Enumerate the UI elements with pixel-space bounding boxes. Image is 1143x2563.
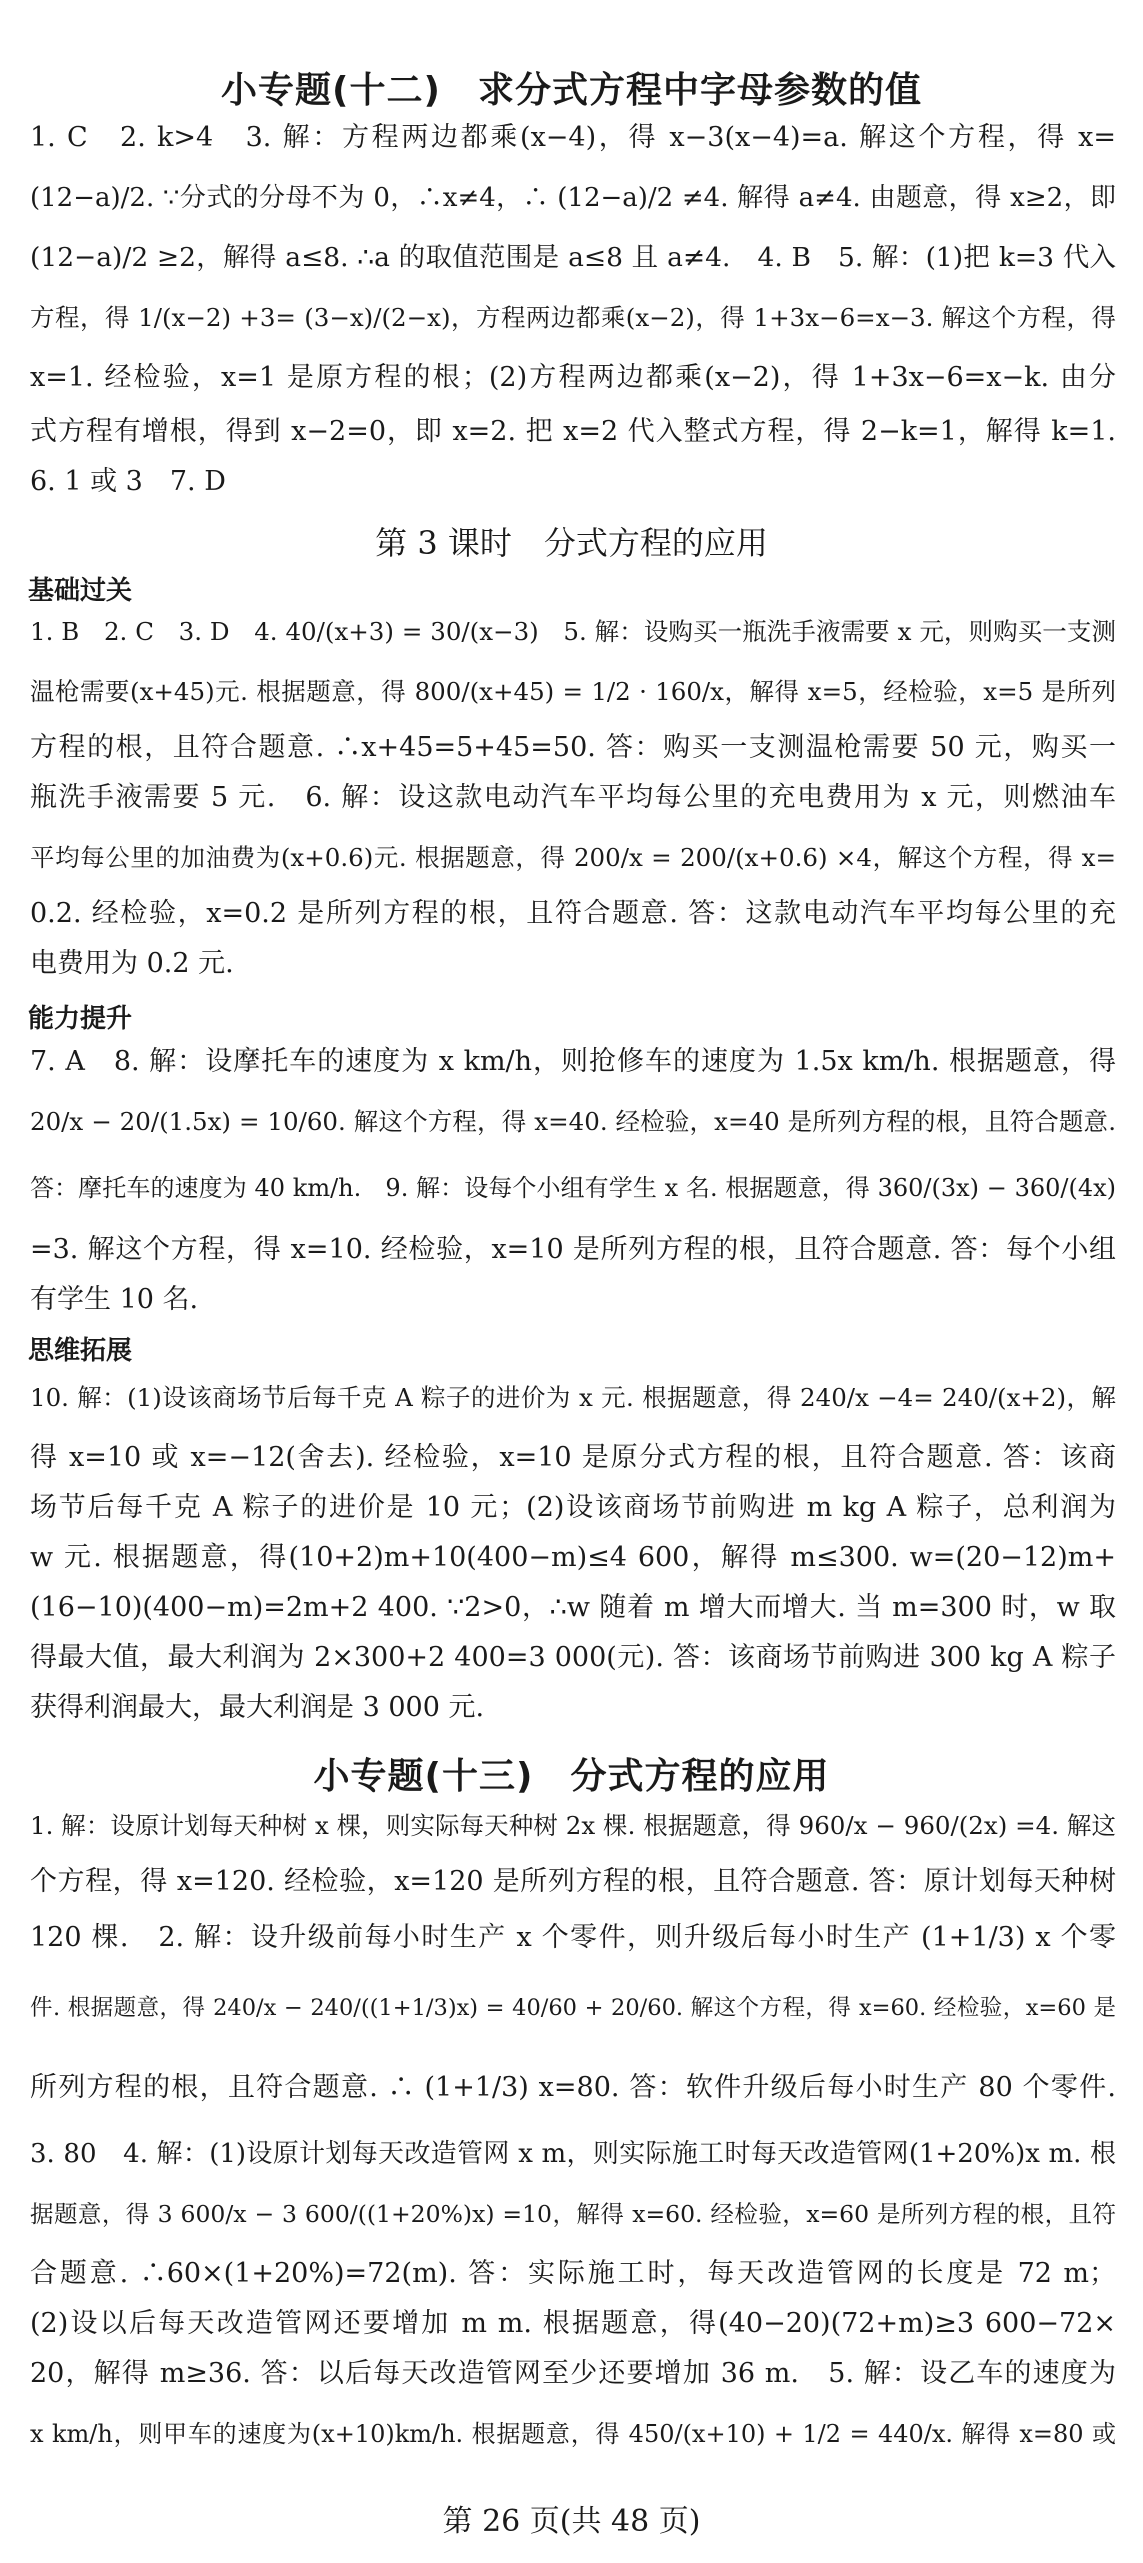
text-line: =3. 解这个方程，得 x=10. 经检验，x=10 是所列方程的根，且符合题意. 答：每个小组: [30, 1234, 1116, 1265]
text-line: (12−a)/2. ∵分式的分母不为 0，∴x≠4，∴ (12−a)/2 ≠4. 解得 a≠4. 由题意，得 x≥2，即: [30, 183, 1116, 213]
text-line: 合题意. ∴60×(1+20%)=72(m). 答：实际施工时，每天改造管网的长度是 72 m；: [30, 2258, 1116, 2289]
text-line: 7. A 8. 解：设摩托车的速度为 x km/h，则抢修车的速度为 1.5x km/h. 根据题意，得: [30, 1046, 1116, 1077]
text-line: x=1. 经检验，x=1 是原方程的根；(2)方程两边都乘(x−2)，得 1+3x−6=x−k. 由分: [30, 362, 1116, 393]
text-line: 温枪需要(x+45)元. 根据题意，得 800/(x+45) = 1/2 · 160/x，解得 x=5，经检验，x=5 是所列: [30, 677, 1116, 706]
text-line: 方程的根，且符合题意. ∴x+45=5+45=50. 答：购买一支测温枪需要 50 元，购买一: [30, 732, 1116, 763]
text-line: 电费用为 0.2 元.: [30, 948, 234, 979]
text-line: 0.2. 经检验，x=0.2 是所列方程的根，且符合题意. 答：这款电动汽车平均每公里的充: [30, 898, 1116, 929]
text-line: w 元. 根据题意，得(10+2)m+10(400−m)≤4 600，解得 m≤300. w=(20−12)m+: [30, 1542, 1116, 1573]
text-line: 1. 解：设原计划每天种树 x 棵，则实际每天种树 2x 棵. 根据题意，得 960/x − 960/(2x) =4. 解这: [30, 1811, 1116, 1840]
text-line: 3. 80 4. 解：(1)设原计划每天改造管网 x m，则实际施工时每天改造管网(1+20%)x m. 根: [30, 2139, 1116, 2169]
section-label-thinking: 思维拓展: [28, 1336, 133, 1366]
text-line: (2)设以后每天改造管网还要增加 m m. 根据题意，得(40−20)(72+m)≥3 600−72×: [30, 2308, 1116, 2339]
text-line: 10. 解：(1)设该商场节后每千克 A 粽子的进价为 x 元. 根据题意，得 240/x −4= 240/(x+2)，解: [30, 1383, 1116, 1412]
text-line: x km/h，则甲车的速度为(x+10)km/h. 根据题意，得 450/(x+10) + 1/2 = 440/x. 解得 x=80 或: [30, 2420, 1116, 2448]
text-line: 方程，得 1/(x−2) +3= (3−x)/(2−x)，方程两边都乘(x−2)，得 1+3x−6=x−3. 解这个方程，得: [30, 303, 1116, 332]
text-line: 答：摩托车的速度为 40 km/h. 9. 解：设每个小组有学生 x 名. 根据题意，得 360/(3x) − 360/(4x): [30, 1174, 1116, 1202]
text-line: 20，解得 m≥36. 答：以后每天改造管网至少还要增加 36 m. 5. 解：设乙车的速度为: [30, 2358, 1116, 2389]
text-line: 得 x=10 或 x=−12(舍去). 经检验，x=10 是原分式方程的根，且符合题意. 答：该商: [30, 1442, 1116, 1473]
text-line: 得最大值，最大利润为 2×300+2 400=3 000(元). 答：该商场节前购进 300 kg A 粽子: [30, 1642, 1116, 1673]
text-line: 式方程有增根，得到 x−2=0，即 x=2. 把 x=2 代入整式方程，得 2−k=1，解得 k=1.: [30, 416, 1116, 447]
text-line: 有学生 10 名.: [30, 1284, 199, 1315]
text-line: 1. C 2. k>4 3. 解：方程两边都乘(x−4)，得 x−3(x−4)=a. 解这个方程，得 x=: [30, 122, 1116, 153]
page-number: 第 26 页(共 48 页): [442, 2504, 701, 2539]
section-label-ability: 能力提升: [28, 1004, 133, 1034]
text-line: 1. B 2. C 3. D 4. 40/(x+3) = 30/(x−3) 5. 解：设购买一瓶洗手液需要 x 元，则购买一支测: [30, 617, 1116, 646]
text-line: 瓶洗手液需要 5 元. 6. 解：设这款电动汽车平均每公里的充电费用为 x 元，则燃油车: [30, 782, 1116, 813]
text-line: 120 棵. 2. 解：设升级前每小时生产 x 个零件，则升级后每小时生产 (1+1/3) x 个零: [30, 1922, 1116, 1953]
text-line: 个方程，得 x=120. 经检验，x=120 是所列方程的根，且符合题意. 答：原计划每天种树: [30, 1866, 1116, 1897]
text-line: 据题意，得 3 600/x − 3 600/((1+20%)x) =10，解得 x=60. 经检验，x=60 是所列方程的根，且符: [30, 2200, 1116, 2228]
section-title-12: 小专题(十二) 求分式方程中字母参数的值: [221, 70, 922, 111]
text-line: (12−a)/2 ≥2，解得 a≤8. ∴a 的取值范围是 a≤8 且 a≠4. 4. B 5. 解：(1)把 k=3 代入: [30, 242, 1116, 273]
section-title-13: 小专题(十三) 分式方程的应用: [313, 1756, 830, 1797]
text-line: 6. 1 或 3 7. D: [30, 466, 226, 497]
text-line: (16−10)(400−m)=2m+2 400. ∵2>0，∴w 随着 m 增大而增大. 当 m=300 时，w 取: [30, 1592, 1116, 1623]
lesson-title: 第 3 课时 分式方程的应用: [375, 524, 768, 562]
text-line: 平均每公里的加油费为(x+0.6)元. 根据题意，得 200/x = 200/(x+0.6) ×4，解这个方程，得 x=: [30, 843, 1116, 872]
text-line: 所列方程的根，且符合题意. ∴ (1+1/3) x=80. 答：软件升级后每小时生产 80 个零件.: [30, 2072, 1116, 2103]
text-line: 场节后每千克 A 粽子的进价是 10 元；(2)设该商场节前购进 m kg A 粽子，总利润为: [30, 1492, 1116, 1523]
text-line: 获得利润最大，最大利润是 3 000 元.: [30, 1692, 485, 1723]
text-line: 件. 根据题意，得 240/x − 240/((1+1/3)x) = 40/60 + 20/60. 解这个方程，得 x=60. 经检验，x=60 是: [30, 1995, 1116, 2021]
text-line: 20/x − 20/(1.5x) = 10/60. 解这个方程，得 x=40. 经检验，x=40 是所列方程的根，且符合题意.: [30, 1107, 1116, 1136]
section-label-basic: 基础过关: [28, 576, 133, 606]
